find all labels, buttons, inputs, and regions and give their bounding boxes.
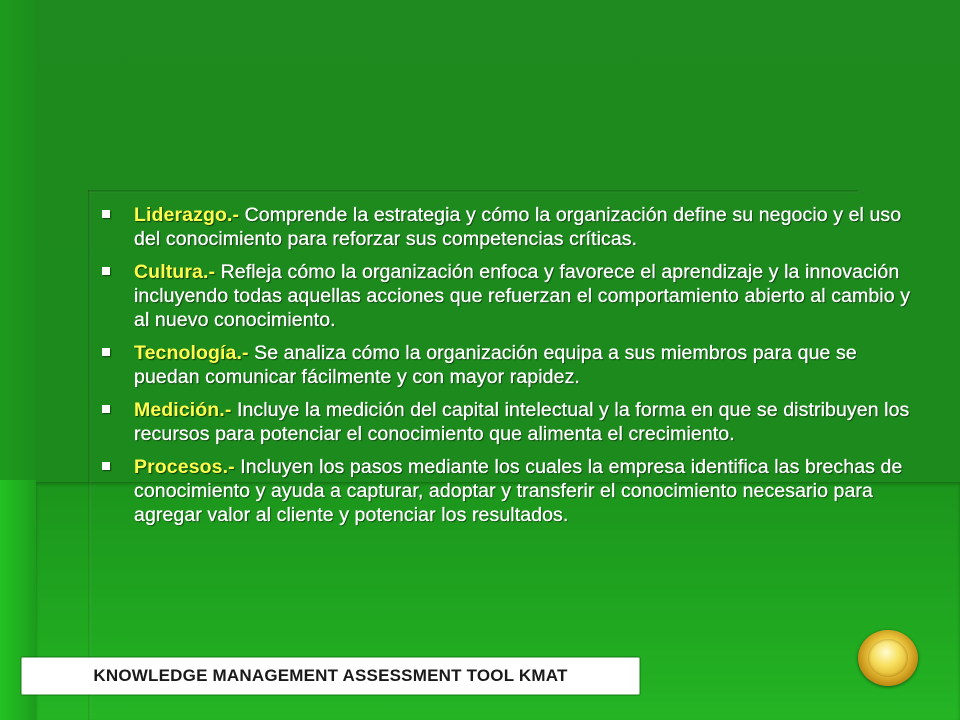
bullet-description: Se analiza cómo la organización equipa a sus miembros para que se puedan comunicar fácilmente y con mayor rapidez. <box>134 342 857 388</box>
square-bullet-icon <box>102 405 110 413</box>
frame-vertical-line <box>88 190 91 482</box>
footer-title: KNOWLEDGE MANAGEMENT ASSESSMENT TOOL KMAT <box>93 666 568 685</box>
bullet-item-tecnologia <box>96 341 926 389</box>
gold-circle-inner <box>868 639 908 677</box>
square-bullet-icon <box>102 462 110 470</box>
bullet-term: Tecnología.- <box>134 342 249 364</box>
bullet-term: Medición.- <box>134 399 232 421</box>
bullet-item-cultura <box>96 260 926 332</box>
bullet-description: Incluyen los pasos mediante los cuales la empresa identifica las brechas de conocimiento y ayuda a capturar, adoptar y transferir el conocimiento necesario para agregar valor al cliente y potenciar los resultados. <box>134 456 903 526</box>
slide-content <box>96 203 926 536</box>
bullet-description: Refleja cómo la organización enfoca y favorece el aprendizaje y la innovación incluyendo todas aquellas acciones que refuerzan el comportamiento abierto al cambio y al nuevo conocimiento. <box>134 261 911 331</box>
bullet-term: Cultura.- <box>134 261 216 283</box>
bullet-term: Liderazgo.- <box>134 204 240 226</box>
bullet-item-procesos <box>96 455 926 527</box>
square-bullet-icon <box>102 348 110 356</box>
bullet-item-medicion <box>96 398 926 446</box>
frame-horizontal-line <box>88 190 858 193</box>
bullet-description: Comprende la estrategia y cómo la organización define su negocio y el uso del conocimiento para reforzar sus competencias críticas. <box>134 204 902 250</box>
footer-banner <box>21 657 640 695</box>
gold-circle-button-icon[interactable] <box>858 630 918 686</box>
bullet-term: Procesos.- <box>134 456 235 478</box>
bullet-item-liderazgo <box>96 203 926 251</box>
bullet-list <box>96 203 926 527</box>
bullet-description: Incluye la medición del capital intelectual y la forma en que se distribuyen los recursos para potenciar el conocimiento que alimenta el crecimiento. <box>134 399 910 445</box>
square-bullet-icon <box>102 210 110 218</box>
square-bullet-icon <box>102 267 110 275</box>
left-band-top <box>0 0 36 480</box>
